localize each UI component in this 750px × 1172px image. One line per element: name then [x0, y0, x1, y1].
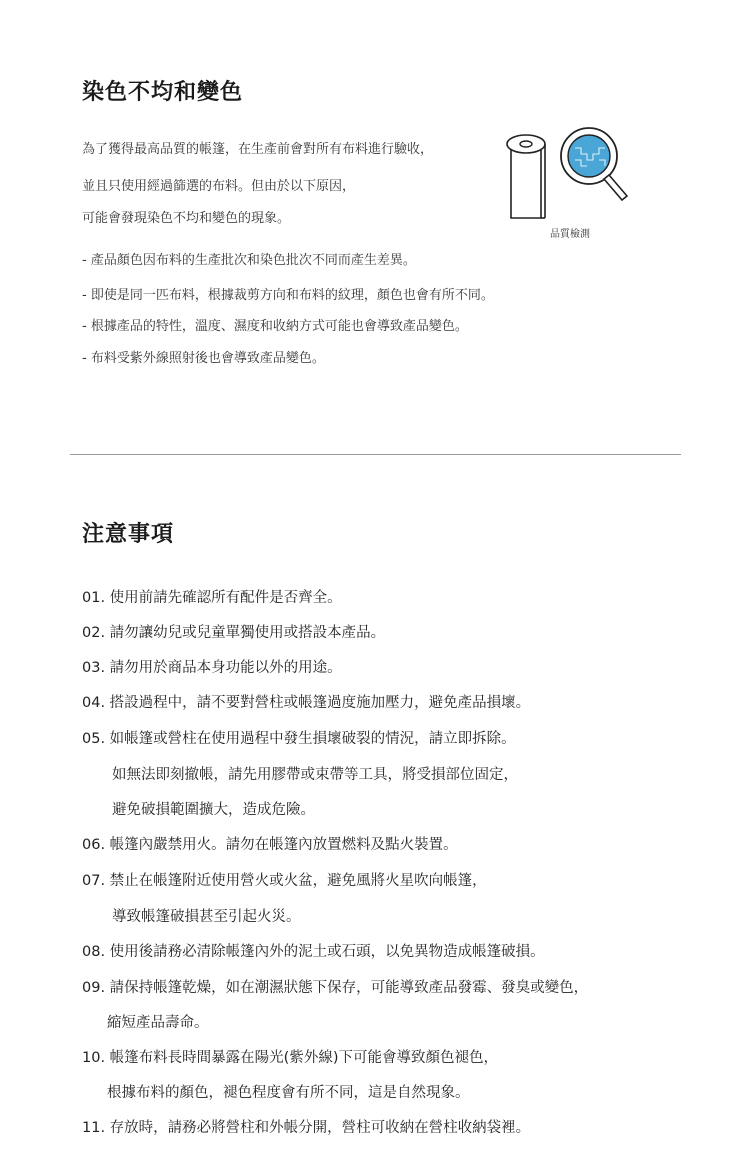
section-divider — [70, 454, 681, 455]
note-line-continued: 導致帳篷破損甚至引起火災。 — [112, 909, 301, 925]
note-line: 03. 請勿用於商品本身功能以外的用途。 — [82, 660, 342, 676]
intro-line-2: 並且只使用經過篩選的布料。但由於以下原因， — [82, 179, 356, 194]
intro-line-1: 為了獲得最高品質的帳篷，在生產前會對所有布料進行驗收， — [82, 142, 434, 157]
illustration-caption: 品質檢測 — [550, 229, 590, 240]
note-line: 05. 如帳篷或營柱在使用過程中發生損壞破裂的情況，請立即拆除。 — [82, 731, 516, 747]
note-line: 07. 禁止在帳篷附近使用營火或火盆，避免風將火星吹向帳篷， — [82, 873, 487, 889]
section-title-notes: 注意事項 — [82, 522, 175, 547]
dye-bullet-3: - 根據產品的特性，溫度、濕度和收納方式可能也會導致產品變色。 — [82, 319, 468, 334]
note-line: 01. 使用前請先確認所有配件是否齊全。 — [82, 590, 342, 606]
note-line: 10. 帳篷布料長時間暴露在陽光(紫外線)下可能會導致顏色褪色， — [82, 1050, 498, 1066]
note-line: 11. 存放時，請務必將營柱和外帳分開，營柱可收納在營柱收納袋裡。 — [82, 1120, 531, 1136]
intro-line-3: 可能會發現染色不均和變色的現象。 — [82, 211, 291, 226]
note-line-continued: 避免破損範圍擴大，造成危險。 — [112, 802, 315, 818]
dye-bullet-1: - 產品顏色因布料的生產批次和染色批次不同而產生差異。 — [82, 253, 416, 268]
note-line-continued: 根據布料的顏色，褪色程度會有所不同，這是自然現象。 — [107, 1085, 470, 1101]
note-line: 04. 搭設過程中，請不要對營柱或帳篷過度施加壓力，避免產品損壞。 — [82, 695, 531, 711]
dye-bullet-2: - 即使是同一匹布料，根據裁剪方向和布料的紋理，顏色也會有所不同。 — [82, 288, 494, 303]
fabric-roll-magnifier-icon — [503, 126, 633, 226]
dye-bullet-4: - 布料受紫外線照射後也會導致產品變色。 — [82, 351, 325, 366]
note-line-continued: 縮短產品壽命。 — [107, 1015, 209, 1031]
section-title-dye: 染色不均和變色 — [82, 80, 244, 105]
note-line: 08. 使用後請務必清除帳篷內外的泥土或石頭，以免異物造成帳篷破損。 — [82, 944, 545, 960]
note-line-continued: 如無法即刻撤帳，請先用膠帶或束帶等工具，將受損部位固定， — [112, 767, 518, 783]
note-line: 09. 請保持帳篷乾燥，如在潮濕狀態下保存，可能導致產品發霉、發臭或變色， — [82, 980, 589, 996]
note-line: 02. 請勿讓幼兒或兒童單獨使用或搭設本產品。 — [82, 625, 386, 641]
note-line: 06. 帳篷內嚴禁用火。請勿在帳篷內放置燃料及點火裝置。 — [82, 837, 458, 853]
